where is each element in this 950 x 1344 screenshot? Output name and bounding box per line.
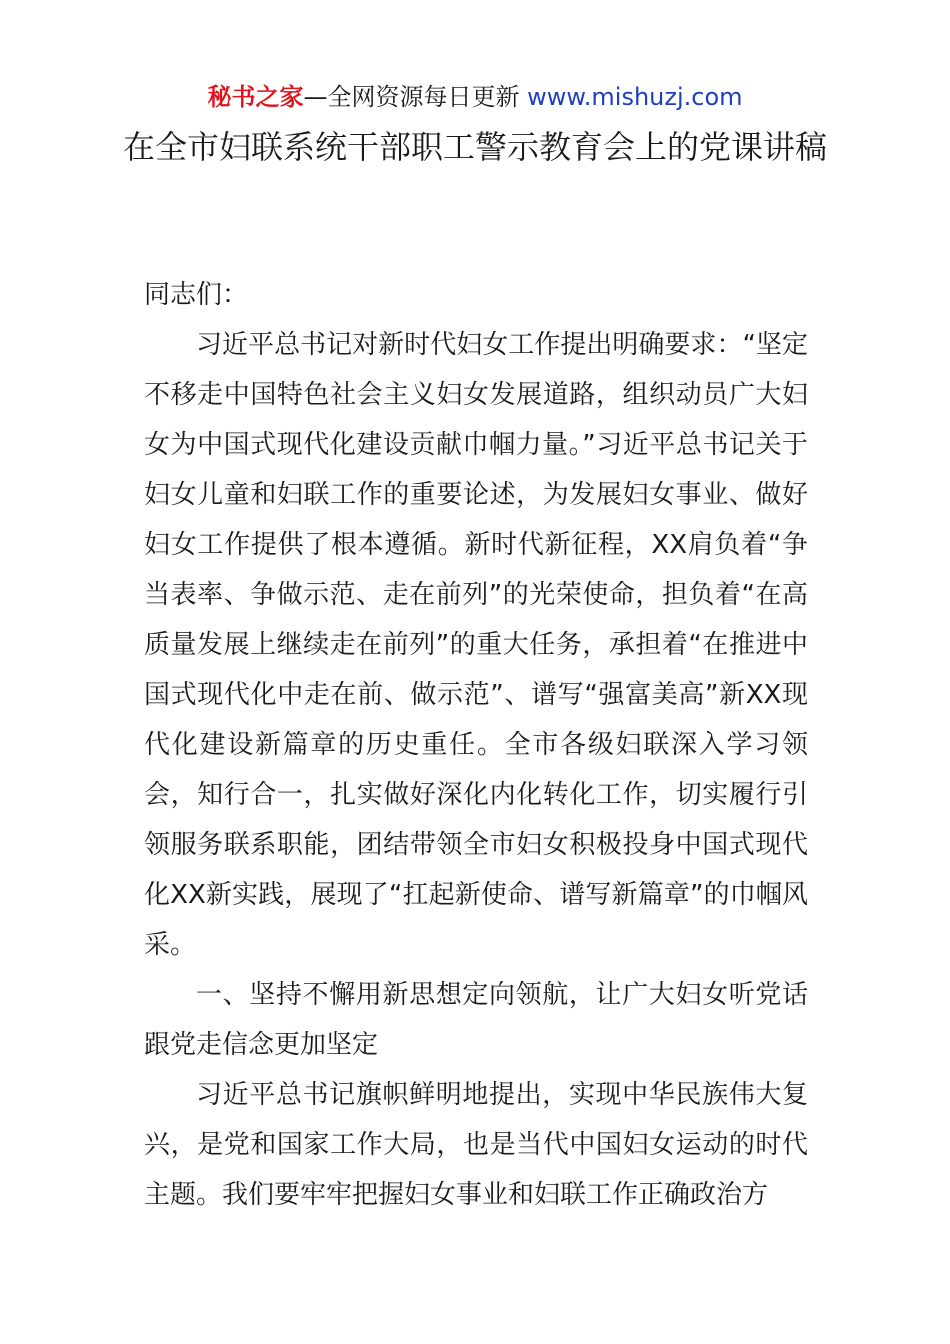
site-header (0, 80, 950, 114)
site-url-link[interactable]: www.mishuzj.com (527, 83, 743, 111)
paragraph-section-one: 习近平总书记旗帜鲜明地提出，实现中华民族伟大复兴，是党和国家工作大局，也是当代中国妇女运动的时代主题。我们要牢牢把握妇女事业和妇联工作正确政治方 (144, 1080, 808, 1210)
document-body (144, 270, 808, 1220)
salutation: 同志们： (144, 280, 249, 310)
site-brand: 秘书之家 (207, 83, 304, 111)
paragraph-intro: 习近平总书记对新时代妇女工作提出明确要求：“坚定不移走中国特色社会主义妇女发展道路，组织动员广大妇女为中国式现代化建设贡献巾帼力量。”习近平总书记关于妇女儿童和妇联工作的重要论述，为发展妇女事业、做好妇女工作提供了根本遵循。新时代新征程，XX肩负着“争当表率、争做示范、走在前列”的光荣使命，担负着“在高质量发展上继续走在前列”的重大任务，承担着“在推进中国式现代化中走在前、做示范”、谱写“强富美高”新XX现代化建设新篇章的历史重任。全市各级妇联深入学习领会，知行合一，扎实做好深化内化转化工作，切实履行引领服务联系职能，团结带领全市妇女积极投身中国式现代化XX新实践，展现了“扛起新使命、谱写新篇章”的巾帼风采。 (144, 330, 808, 960)
section-heading: 一、坚持不懈用新思想定向领航，让广大妇女听党话跟党走信念更加坚定 (144, 980, 808, 1060)
site-tagline: —全网资源每日更新 (303, 83, 520, 111)
document-title: 在全市妇联系统干部职工警示教育会上的党课讲稿 (122, 128, 827, 166)
